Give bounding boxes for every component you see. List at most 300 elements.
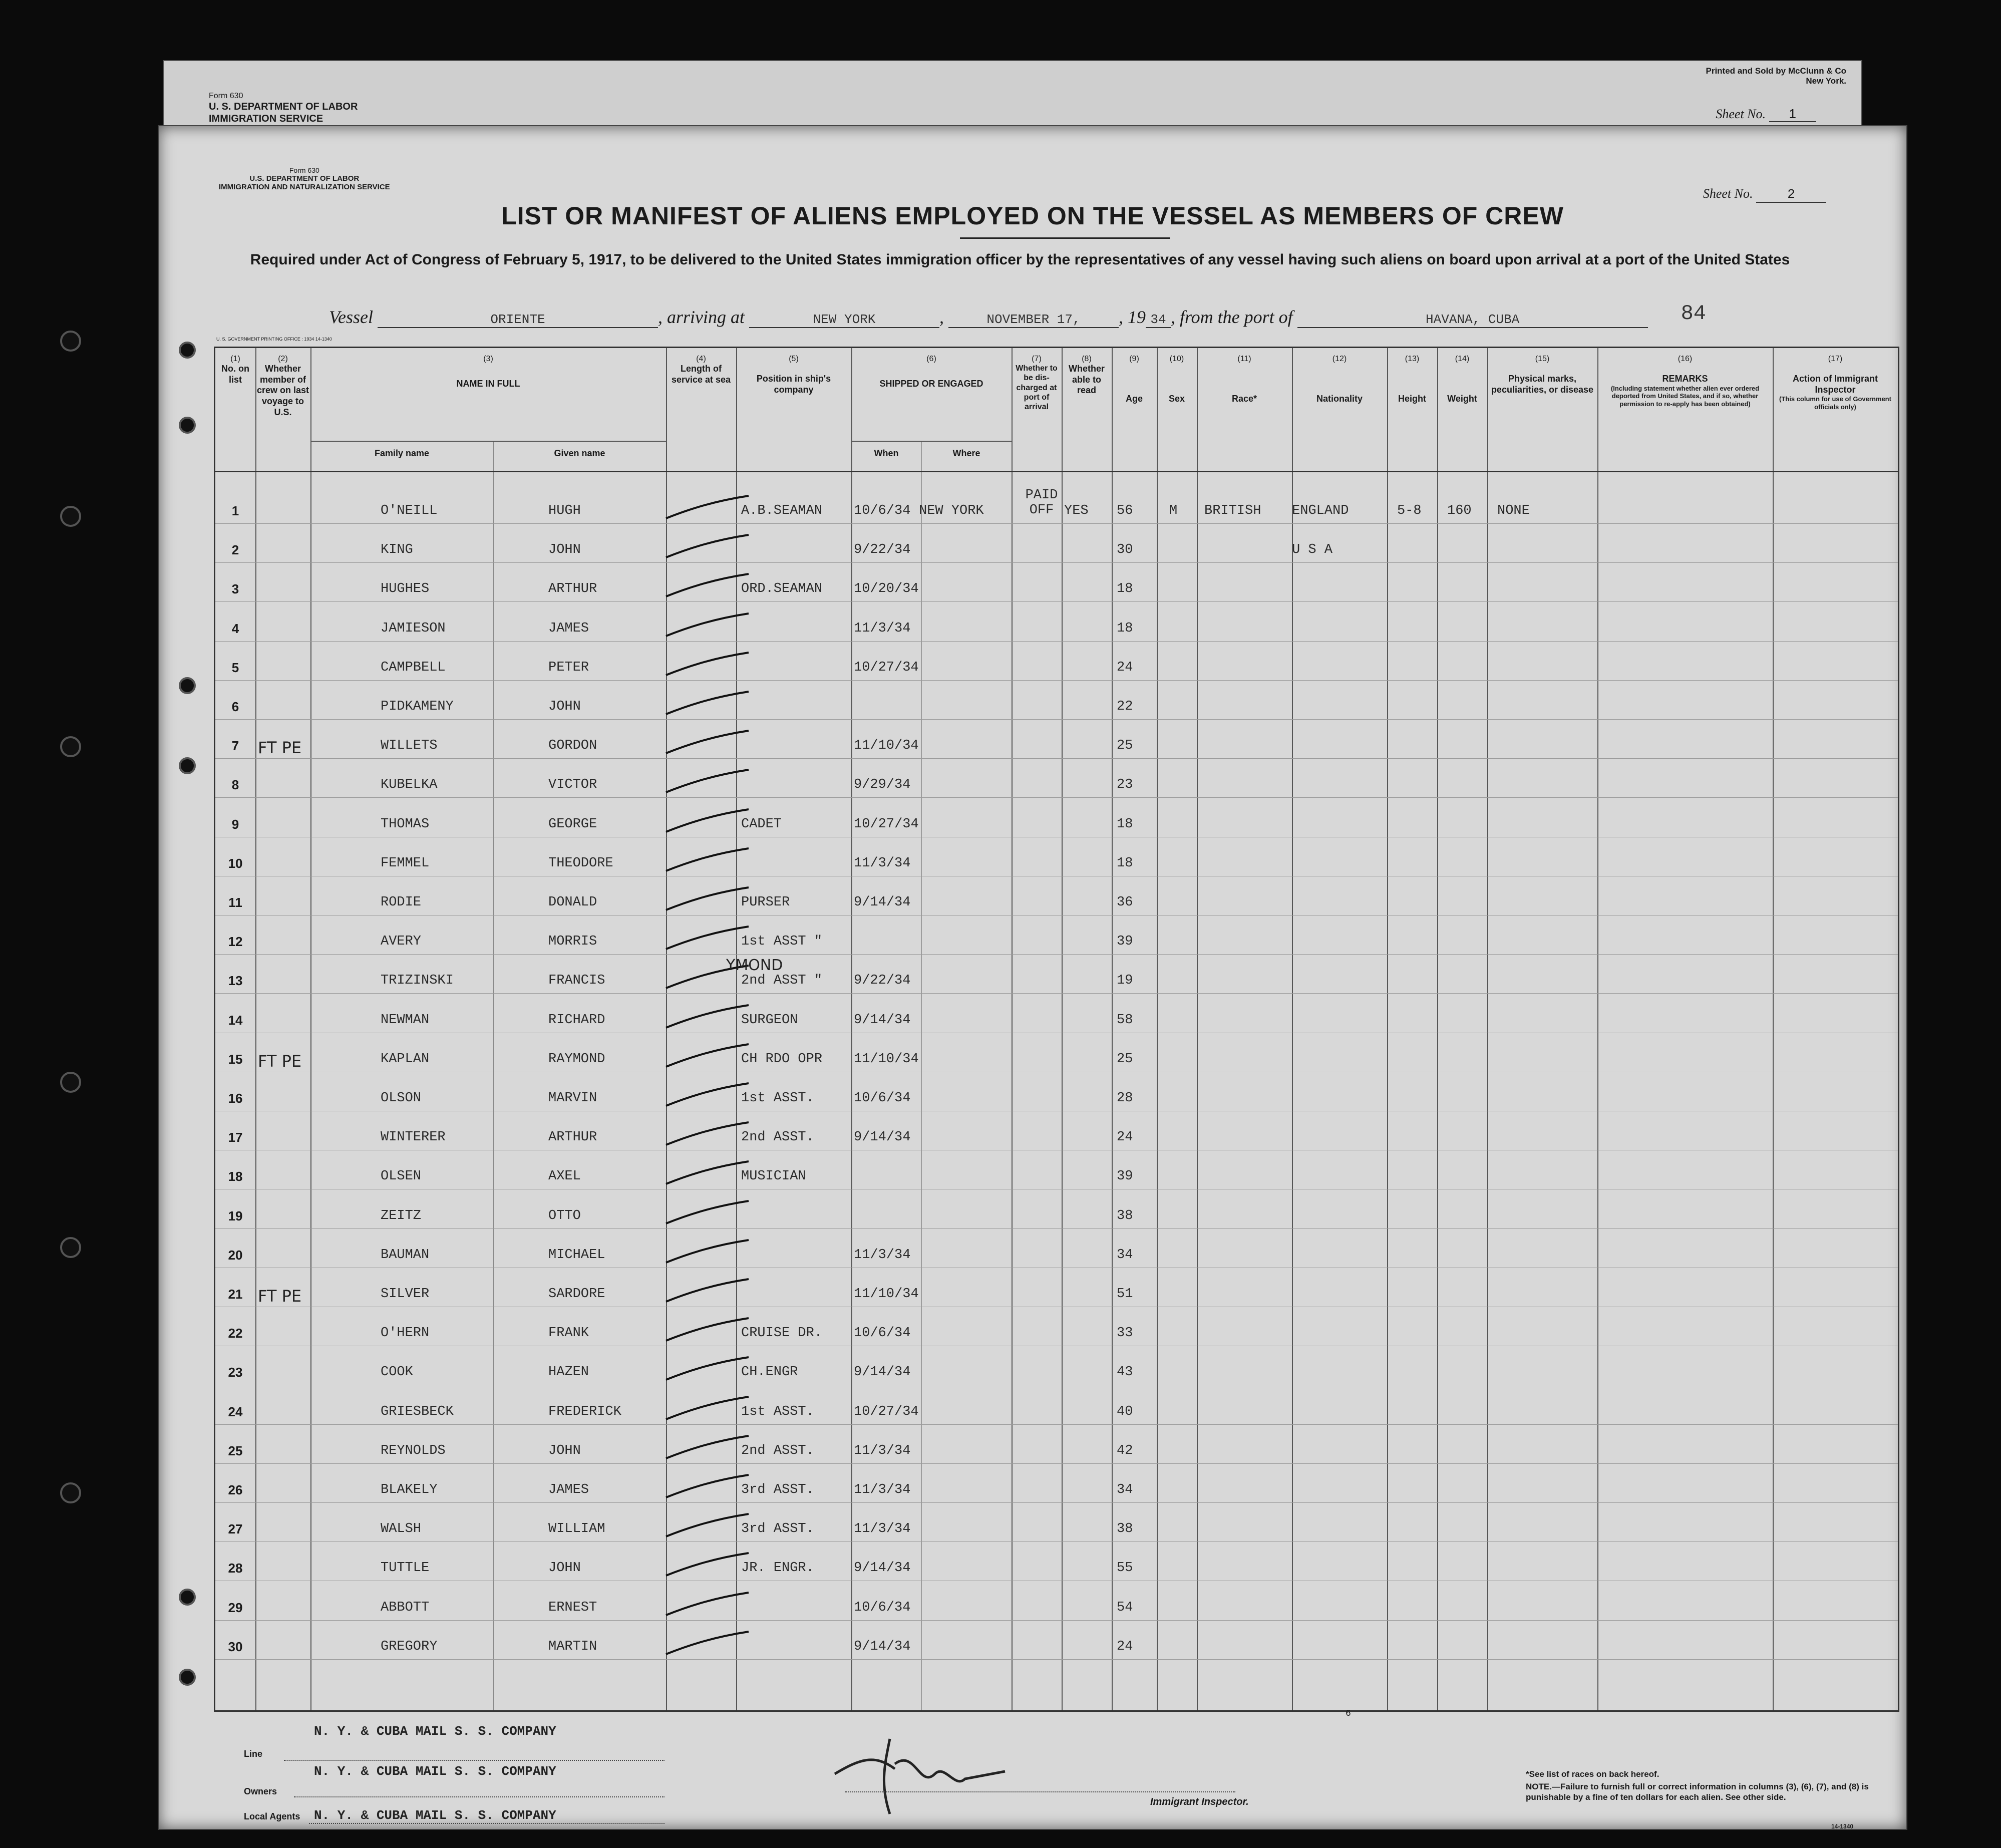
cell-when: 9/14/34	[854, 1012, 911, 1028]
cell-height: 5-8	[1397, 503, 1422, 518]
col-header-inspector-action: (17) Action of Immigrant Inspector (This column for use of Government officials only)	[1779, 355, 1891, 411]
crew-table	[214, 347, 1899, 1712]
races-note: *See list of races on back hereof.	[1526, 1769, 1659, 1779]
cell-family: THOMAS	[381, 816, 430, 832]
service-length-tick	[661, 1629, 751, 1659]
cell-age: 28	[1117, 1091, 1133, 1106]
punch-hole	[179, 1669, 196, 1686]
cell-age: 24	[1117, 660, 1133, 675]
cell-age: 43	[1117, 1365, 1133, 1380]
cell-when: 9/29/34	[854, 777, 911, 793]
back-sheet-label: Sheet No.	[1716, 107, 1766, 121]
col-divider	[1597, 348, 1598, 1710]
cell-position: CRUISE DR.	[741, 1326, 823, 1341]
cell-given: MARVIN	[548, 1091, 597, 1106]
back-sheet-number	[1716, 106, 1816, 122]
service-length-tick	[661, 728, 751, 758]
cell-family: GRIESBECK	[381, 1404, 454, 1419]
row-number: 26	[228, 1482, 243, 1497]
cell-age: 34	[1117, 1482, 1133, 1497]
cell-family: RODIE	[381, 895, 422, 910]
punch-hole	[60, 1482, 81, 1503]
handwritten-raymond-correction: YMOND	[726, 957, 783, 974]
vessel-label: Vessel	[329, 307, 373, 327]
sheet-number-label: Sheet No.	[1703, 186, 1753, 201]
cell-age: 33	[1117, 1326, 1133, 1341]
cell-given: GEORGE	[548, 816, 597, 832]
service-length-tick	[661, 1433, 751, 1463]
row-number: 9	[231, 816, 239, 832]
cell-age: 25	[1117, 1051, 1133, 1067]
vessel-line: Vessel ORIENTE , arriving at NEW YORK , NOVEMBER 17, , 19 34 , from the port of HAVANA, CUBA	[329, 306, 1831, 328]
cell-given: ERNEST	[548, 1600, 597, 1615]
service-length-tick	[661, 1590, 751, 1620]
service-length-tick	[661, 1238, 751, 1268]
stray-mark: 6	[1346, 1709, 1351, 1719]
cell-family: WILLETS	[381, 738, 438, 754]
punch-hole	[179, 417, 196, 434]
cell-family: O'NEILL	[381, 503, 438, 518]
sheet-number	[1703, 186, 1826, 203]
col-header-race: (11) Race*	[1231, 355, 1257, 404]
agents-value: N. Y. & CUBA MAIL S. S. COMPANY	[314, 1808, 556, 1823]
page-title: LIST OR MANIFEST OF ALIENS EMPLOYED ON THE VESSEL AS MEMBERS OF CREW	[501, 202, 1564, 230]
cell-family: PIDKAMENY	[381, 699, 454, 714]
service-length-tick	[661, 532, 751, 562]
row-number: 23	[228, 1365, 243, 1380]
cell-when: 10/6/34	[854, 1600, 911, 1615]
cell-age: 23	[1117, 777, 1133, 793]
col-header-position: (5) Position in ship's company	[756, 355, 831, 395]
cell-position: 3rd ASST.	[741, 1482, 814, 1497]
service-length-tick	[661, 611, 751, 641]
service-length-tick	[661, 1042, 751, 1072]
row-rule	[215, 523, 1898, 524]
cell-given: VICTOR	[548, 777, 597, 793]
cell-given: JOHN	[548, 699, 581, 714]
cell-when: 9/14/34	[854, 1639, 911, 1654]
cell-family: REYNOLDS	[381, 1443, 446, 1458]
cell-when: 11/3/34	[854, 855, 911, 871]
col-header-weight: (14) Weight	[1447, 355, 1477, 404]
header-bottom-rule	[215, 471, 1898, 472]
row-number: 15	[228, 1051, 243, 1067]
row-number: 28	[228, 1561, 243, 1576]
arriving-label: , arriving at	[657, 307, 745, 327]
cell-family: FEMMEL	[381, 855, 430, 871]
sheet-number-value: 2	[1756, 187, 1826, 203]
service-length-tick	[661, 807, 751, 837]
service-length-tick	[661, 1159, 751, 1189]
punch-hole	[179, 342, 196, 359]
row-rule	[215, 680, 1898, 681]
cell-when: 10/6/34	[854, 503, 911, 518]
col-header-age: (9) Age	[1125, 355, 1143, 404]
cell-given: JOHN	[548, 1561, 581, 1576]
cell-family: WINTERER	[381, 1130, 446, 1145]
col-header-sex: (10) Sex	[1168, 355, 1185, 404]
cell-given: RICHARD	[548, 1012, 605, 1028]
cell-age: 34	[1117, 1247, 1133, 1263]
row-number: 18	[228, 1169, 243, 1184]
service-length-tick	[661, 767, 751, 797]
cell-age: 39	[1117, 934, 1133, 950]
cell-when: 9/22/34	[854, 542, 911, 558]
col-header-length-service: (4) Length of service at sea	[671, 355, 731, 385]
page-number: 84	[1681, 301, 1706, 326]
service-length-tick	[661, 689, 751, 719]
line-value: N. Y. & CUBA MAIL S. S. COMPANY	[314, 1724, 556, 1739]
line-label: Line	[244, 1749, 263, 1759]
cell-when: 9/14/34	[854, 1561, 911, 1576]
cell-prev: FT PE	[258, 738, 302, 758]
back-sheet-value: 1	[1769, 106, 1816, 122]
inspector-rule	[845, 1791, 1235, 1792]
cell-age: 18	[1117, 581, 1133, 597]
cell-when: 9/14/34	[854, 1365, 911, 1380]
cell-position: 2nd ASST.	[741, 1443, 814, 1458]
cell-family: HUGHES	[381, 581, 430, 597]
cell-given: MORRIS	[548, 934, 597, 950]
cell-family: KUBELKA	[381, 777, 438, 793]
inspector-signature	[815, 1719, 1025, 1819]
row-rule	[215, 758, 1898, 759]
row-number: 22	[228, 1326, 243, 1341]
agents-label: Local Agents	[244, 1811, 300, 1821]
departure-port: HAVANA, CUBA	[1297, 312, 1648, 328]
service-length-tick	[661, 571, 751, 601]
punch-hole	[60, 1237, 81, 1258]
row-number: 7	[231, 738, 239, 754]
arrival-year: 34	[1146, 312, 1171, 328]
col-header-shipped: (6) SHIPPED OR ENGAGED	[879, 355, 983, 389]
row-number: 14	[228, 1012, 243, 1028]
service-length-tick	[661, 1551, 751, 1581]
service-length-tick	[661, 846, 751, 876]
row-number: 3	[231, 581, 239, 597]
col-header-where: Where	[952, 448, 980, 458]
punch-hole	[179, 677, 196, 694]
row-number: 16	[228, 1091, 243, 1106]
row-number: 24	[228, 1404, 243, 1419]
row-rule	[215, 993, 1898, 994]
cell-age: 22	[1117, 699, 1133, 714]
row-rule	[215, 954, 1898, 955]
cell-age: 38	[1117, 1208, 1133, 1223]
cell-position: 3rd ASST.	[741, 1521, 814, 1537]
cell-age: 18	[1117, 816, 1133, 832]
cell-age: 40	[1117, 1404, 1133, 1419]
from-label: , from the port of	[1171, 307, 1293, 327]
cell-position: PURSER	[741, 895, 790, 910]
row-number: 25	[228, 1443, 243, 1458]
cell-given: MARTIN	[548, 1639, 597, 1654]
cell-age: 42	[1117, 1443, 1133, 1458]
row-rule	[215, 601, 1898, 602]
row-number: 1	[231, 503, 239, 518]
col-header-when: When	[874, 448, 899, 458]
cell-family: COOK	[381, 1365, 413, 1380]
cell-where: NEW YORK	[919, 503, 984, 518]
row-number: 20	[228, 1247, 243, 1263]
col-header-family-name: Family name	[374, 448, 430, 458]
cell-age: 18	[1117, 621, 1133, 636]
cell-when: 11/10/34	[854, 1051, 919, 1067]
cell-given: FRANCIS	[548, 973, 605, 989]
cell-given: MICHAEL	[548, 1247, 605, 1263]
cell-family: SILVER	[381, 1287, 430, 1302]
cell-when: 10/20/34	[854, 581, 919, 597]
cell-when: 11/3/34	[854, 1443, 911, 1458]
cell-when: 11/3/34	[854, 1247, 911, 1263]
row-rule	[215, 641, 1898, 642]
row-rule	[215, 1620, 1898, 1621]
col-divider	[255, 348, 256, 1710]
year-prefix: , 19	[1119, 307, 1146, 327]
cell-nationality: ENGLAND	[1292, 503, 1349, 518]
cell-family: NEWMAN	[381, 1012, 430, 1028]
row-rule	[215, 1463, 1898, 1464]
cell-position: 2nd ASST.	[741, 1130, 814, 1145]
cell-age: 24	[1117, 1130, 1133, 1145]
col-divider	[1487, 348, 1488, 1710]
cell-discharged: PAID OFF	[1025, 488, 1058, 518]
agents-rule	[309, 1823, 664, 1824]
col-divider	[851, 348, 852, 1710]
punch-hole	[60, 736, 81, 757]
service-length-tick	[661, 1316, 751, 1346]
cell-given: JOHN	[548, 1443, 581, 1458]
cell-family: TRIZINSKI	[381, 973, 454, 989]
cell-position: CH.ENGR	[741, 1365, 798, 1380]
printing-office-line: U. S. GOVERNMENT PRINTING OFFICE : 1934 14-1340	[216, 337, 332, 342]
row-number: 30	[228, 1639, 243, 1654]
row-number: 8	[231, 777, 239, 793]
punch-hole	[179, 1589, 196, 1606]
col-divider	[1062, 348, 1063, 1710]
cell-family: OLSON	[381, 1091, 422, 1106]
cell-position: JR. ENGR.	[741, 1561, 814, 1576]
col-header-discharged: (7) Whether to be dis-charged at port of arrival	[1016, 355, 1058, 411]
cell-family: O'HERN	[381, 1326, 430, 1341]
inspector-label: Immigrant Inspector.	[1150, 1796, 1249, 1807]
row-rule	[215, 797, 1898, 798]
col-header-previous-voyage: (2) Whether member of crew on last voyage to U.S.	[256, 355, 309, 417]
cell-age: 58	[1117, 1012, 1133, 1028]
shipped-subheader-rule	[851, 441, 1012, 442]
row-number: 21	[228, 1287, 243, 1302]
row-number: 6	[231, 699, 239, 714]
col-header-name: (3) NAME IN FULL	[456, 355, 520, 389]
row-number: 10	[228, 855, 243, 871]
row-rule	[215, 1659, 1898, 1660]
cell-family: JAMIESON	[381, 621, 446, 636]
cell-age: 18	[1117, 855, 1133, 871]
cell-when: 10/6/34	[854, 1091, 911, 1106]
cell-given: JOHN	[548, 542, 581, 558]
cell-position: CADET	[741, 816, 782, 832]
cell-marks: NONE	[1497, 503, 1530, 518]
col-divider	[1112, 348, 1113, 1710]
cell-given: SARDORE	[548, 1287, 605, 1302]
col-divider	[1012, 348, 1013, 1710]
cell-given: JAMES	[548, 1482, 589, 1497]
cell-age: 24	[1117, 1639, 1133, 1654]
row-number: 17	[228, 1130, 243, 1145]
cell-given: ARTHUR	[548, 1130, 597, 1145]
punch-hole	[60, 1072, 81, 1093]
arrival-date: NOVEMBER 17,	[948, 312, 1119, 328]
title-underline	[960, 237, 1170, 239]
row-rule	[215, 1228, 1898, 1229]
service-length-tick	[661, 1472, 751, 1502]
cell-family: BLAKELY	[381, 1482, 438, 1497]
cell-age: 30	[1117, 542, 1133, 558]
row-number: 2	[231, 542, 239, 558]
row-number: 29	[228, 1600, 243, 1615]
cell-prev: FT PE	[258, 1287, 302, 1306]
cell-given: HAZEN	[548, 1365, 589, 1380]
service-length-tick	[661, 1003, 751, 1033]
cell-family: TUTTLE	[381, 1561, 430, 1576]
col-divider	[1773, 348, 1774, 1710]
cell-position: SURGEON	[741, 1012, 798, 1028]
cell-given: ARTHUR	[548, 581, 597, 597]
cell-position: 1st ASST "	[741, 934, 823, 950]
manifest-sheet	[158, 125, 1907, 1830]
cell-family: KAPLAN	[381, 1051, 430, 1067]
cell-position: 1st ASST.	[741, 1404, 814, 1419]
service-length-tick	[661, 1355, 751, 1385]
owners-rule	[294, 1796, 664, 1797]
manifest-footer	[214, 1709, 1896, 1830]
vessel-name: ORIENTE	[378, 312, 658, 328]
cell-position: CH RDO OPR	[741, 1051, 823, 1067]
cell-family: AVERY	[381, 934, 422, 950]
cell-when: 10/27/34	[854, 1404, 919, 1419]
col-header-read: (8) Whether able to read	[1069, 355, 1105, 396]
row-number: 4	[231, 621, 239, 636]
service-length-tick	[661, 650, 751, 680]
cell-given: RAYMOND	[548, 1051, 605, 1067]
owners-label: Owners	[244, 1786, 277, 1796]
service-length-tick	[661, 1511, 751, 1542]
cell-family: WALSH	[381, 1521, 422, 1537]
cell-age: 25	[1117, 738, 1133, 754]
cell-family: ABBOTT	[381, 1600, 430, 1615]
cell-when: 10/27/34	[854, 660, 919, 675]
cell-given: HUGH	[548, 503, 581, 518]
printer-credit: Printed and Sold by McClunn & Co New York.	[1706, 66, 1846, 86]
owners-value: N. Y. & CUBA MAIL S. S. COMPANY	[314, 1764, 556, 1779]
cell-age: 36	[1117, 895, 1133, 910]
punch-hole	[60, 331, 81, 352]
col-header-physical-marks: (15) Physical marks, peculiarities, or disease	[1491, 355, 1594, 395]
col-divider	[1387, 348, 1388, 1710]
cell-position: 2nd ASST "	[741, 973, 823, 989]
cell-race: BRITISH	[1204, 503, 1261, 518]
cell-age: 39	[1117, 1169, 1133, 1184]
cell-given: WILLIAM	[548, 1521, 605, 1537]
col-header-remarks: (16) REMARKS (Including statement whether alien ever ordered deported from United States, and if so, whether permission to re-apply has been obtained)	[1610, 355, 1760, 408]
row-number: 27	[228, 1521, 243, 1537]
col-divider	[1157, 348, 1158, 1710]
row-number: 11	[228, 895, 242, 910]
cell-when: 11/3/34	[854, 1521, 911, 1537]
row-number: 12	[228, 934, 243, 950]
cell-when: 9/14/34	[854, 1130, 911, 1145]
cell-family: KING	[381, 542, 413, 558]
cell-family: ZEITZ	[381, 1208, 422, 1223]
back-form-id: Form 630 U. S. DEPARTMENT OF LABOR IMMIGRATION SERVICE	[209, 92, 358, 125]
col-divider	[493, 441, 494, 1710]
row-rule	[215, 1424, 1898, 1425]
cell-position: ORD.SEAMAN	[741, 581, 823, 597]
punch-hole	[179, 757, 196, 774]
col-header-no: (1) No. on list	[221, 355, 249, 385]
cell-given: FREDERICK	[548, 1404, 621, 1419]
cell-age: 38	[1117, 1521, 1133, 1537]
cell-family: OLSEN	[381, 1169, 422, 1184]
cell-when: 11/10/34	[854, 738, 919, 754]
cell-when: 9/14/34	[854, 895, 911, 910]
line-rule	[284, 1760, 664, 1761]
arrival-port: NEW YORK	[749, 312, 939, 328]
cell-when: 11/10/34	[854, 1287, 919, 1302]
service-length-tick	[661, 924, 751, 954]
service-length-tick	[661, 1120, 751, 1150]
cell-age: 55	[1117, 1561, 1133, 1576]
cell-age: 51	[1117, 1287, 1133, 1302]
col-divider	[310, 348, 311, 1710]
cell-age: 19	[1117, 973, 1133, 989]
service-length-tick	[661, 1394, 751, 1424]
cell-given: THEODORE	[548, 855, 613, 871]
cell-given: JAMES	[548, 621, 589, 636]
cell-sex: M	[1169, 503, 1178, 518]
cell-position: A.B.SEAMAN	[741, 503, 823, 518]
row-number: 19	[228, 1208, 243, 1223]
penalty-note: NOTE.—Failure to furnish full or correct information in columns (3), (6), (7), and (8) is punishable by a fine of ten dollars for each alien. See other side.	[1526, 1782, 1869, 1802]
service-length-tick	[661, 493, 751, 523]
cell-given: AXEL	[548, 1169, 581, 1184]
cell-position: MUSICIAN	[741, 1169, 806, 1184]
cell-family: GREGORY	[381, 1639, 438, 1654]
cell-when: 11/3/34	[854, 1482, 911, 1497]
cell-nationality: U S A	[1292, 542, 1333, 558]
cell-family: CAMPBELL	[381, 660, 446, 675]
cell-read: YES	[1064, 503, 1089, 518]
page-subtitle: Required under Act of Congress of February 5, 1917, to be delivered to the United States immigration officer by the representatives of any vessel having such aliens on board upon arrival at a port of the United States	[250, 251, 1790, 268]
cell-given: OTTO	[548, 1208, 581, 1223]
cell-when: 10/6/34	[854, 1326, 911, 1341]
service-length-tick	[661, 1198, 751, 1228]
cell-given: PETER	[548, 660, 589, 675]
col-header-given-name: Given name	[554, 448, 605, 458]
cell-given: FRANK	[548, 1326, 589, 1341]
cell-prev: FT PE	[258, 1051, 302, 1071]
cell-when: 9/22/34	[854, 973, 911, 989]
cell-position: 1st ASST.	[741, 1091, 814, 1106]
col-header-height: (13) Height	[1398, 355, 1426, 404]
service-length-tick	[661, 1081, 751, 1111]
cell-when: 11/3/34	[854, 621, 911, 636]
col-divider	[1437, 348, 1438, 1710]
col-divider	[921, 441, 922, 1710]
col-divider	[1197, 348, 1198, 1710]
service-length-tick	[661, 885, 751, 915]
col-header-nationality: (12) Nationality	[1316, 355, 1363, 404]
